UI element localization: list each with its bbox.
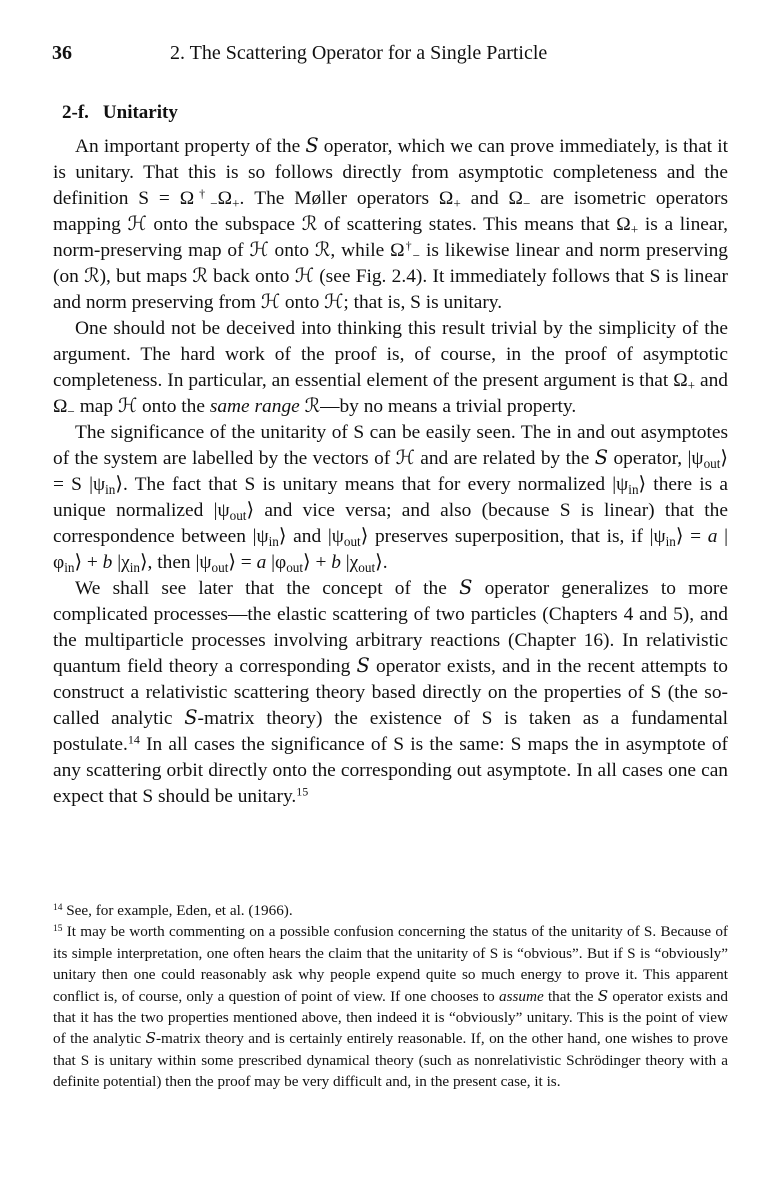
paragraph: One should not be deceived into thinking this result trivial by the simplicity of the argument. The hard work of the proof is, of course, in the proof of asymptotic completeness. In particular, an essential element of the present argument is that $\Omega_+$ and $\Omega_-$ map ℋ onto the same range ℛ—by no means a trivial property.: [53, 318, 728, 419]
paragraph: An important property of the 𝑆 operator, which we can prove immediately, is that it is unitary. That this is so follows directly from asymptotic completeness and the definition $S = \Omega^\dagger_-\Omega_+$. The Møller operators $\Omega_+$ and $\Omega_-$ are isometric operators mapping ℋ onto the subspace ℛ of scattering states. This means that $\Omega_+$ is a linear, norm-preserving map of ℋ onto ℛ, while $\Omega^\dagger_-$ is likewise linear and norm preserving (on ℛ), but maps ℛ back onto ℋ (see Fig. 2.4). It immediately follows that S is linear and norm preserving from ℋ onto ℋ; that is, S is unitary.: [53, 136, 729, 313]
paragraph: We shall see later that the concept of the 𝑆 operator generalizes to more complicated processes—the elastic scattering of two particles (Chapters 4 and 5), and the multiparticle processes involving arbitrary reactions (Chapter 16). In relativistic quantum field theory a corresponding 𝑆 operator exists, and in the recent attempts to construct a relativistic scattering theory based directly on the properties of S (the so-called analytic 𝑆-matrix theory) the existence of S is taken as a fundamental postulate.$^{14}$ In all cases the significance of S is the same: S maps the in asymptote of any scattering orbit directly onto the corresponding out asymptote. In all cases one can expect that S should be unitary.$^{15}$: [53, 578, 728, 807]
footnote: $^{15}$ It may be worth commenting on a possible confusion concerning the status of the unitarity of S. Because of its simple interpretation, one often hears the claim that the unitarity of S is “obvious”. But if S is “obviously” unitary then one could reasonably ask why people expend quite so much energy to prove it. This apparent conflict is, of course, only a question of point of view. If one chooses to assume that the 𝑆 operator exists and that it has the two properties mentioned above, then indeed it is “obviously” unitary. This is the point of view of the analytic 𝑆-matrix theory and is certainly entirely reasonable. If, on the other hand, one wishes to prove that S is unitary within some prescribed dynamical theory (such as nonrelativistic Schrödinger theory with a definite potential) then the proof may be very difficult and, in the present case, it is.: [53, 923, 728, 1091]
chapter-title: 2. The Scattering Operator for a Single Particle: [170, 42, 548, 64]
section-title: Unitarity: [102, 102, 178, 123]
body-text: [53, 134, 728, 810]
section-number: 2-f.: [62, 102, 89, 123]
running-header: [52, 40, 718, 66]
footnote: $^{14}$ See, for example, Eden, et al. (1966).: [53, 902, 293, 919]
section-heading: [62, 100, 178, 126]
paragraph: The significance of the unitarity of S can be easily seen. The in and out asymptotes of the system are labelled by the vectors of ℋ and are related by the 𝑆 operator, $|\psi_{out}⟩ = S$ $|\psi_{in}⟩$. The fact that S is unitary means that for every normalized $|\psi_{in}⟩$ there is a unique normalized $|\psi_{out}⟩$ and vice versa; and also (because S is linear) that the correspondence between $|\psi_{in}⟩$ and $|\psi_{out}⟩$ preserves superposition, that is, if $|\psi_{in}⟩ = a$ $|\varphi_{in}⟩ + b$ $|\chi_{in}⟩$, then $|\psi_{out}⟩ = a$ $|\varphi_{out}⟩ + b$ $|\chi_{out}⟩$.: [53, 422, 728, 575]
footnotes: [53, 900, 728, 1093]
page-number: 36: [52, 42, 72, 64]
